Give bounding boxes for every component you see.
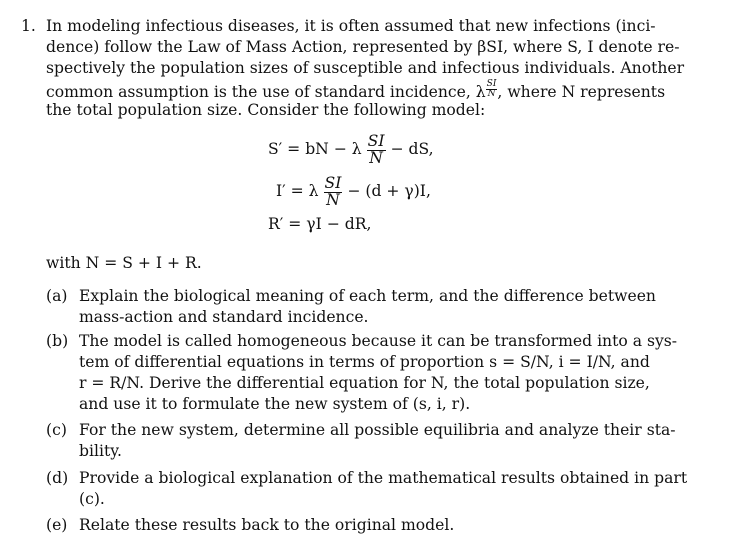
fraction-si-over-n [486,80,498,99]
fraction-denominator: N [324,192,343,209]
intro-line: common assumption is the use of standard incidence, λ $\frac{SI}{N}$ , where N represents [46,79,666,101]
part-line: Relate these results back to the original model. [79,516,455,534]
part-label: (e) [46,516,68,534]
fraction-si-over-n [324,176,343,208]
part-line: The model is called homogeneous because it can be transformed into a sys- [79,332,678,350]
part-line: Explain the biological meaning of each term, and the difference between [79,287,656,305]
intro-line: In modeling infectious diseases, it is often assumed that new infections (inci- [46,17,656,35]
part-label: (b) [46,332,69,350]
part-line: r = R/N. Derive the differential equation for N, the total population size, [79,374,650,392]
fraction-numerator: SI [367,132,385,150]
fraction-numerator: SI [486,79,497,89]
fraction-numerator: SI [324,174,342,192]
intro-line: dence) follow the Law of Mass Action, represented by βSI, where S, I denote re- [46,38,680,56]
part-line: bility. [79,442,122,460]
population-definition: with N = S + I + R. [46,254,202,272]
part-label: (d) [46,469,69,487]
fraction-denominator: N [487,89,496,99]
part-line: mass-action and standard incidence. [79,308,369,326]
part-label: (a) [46,287,68,305]
equation-s: S′ = bN − λ $\frac{SI}{N}$ − dS, [268,132,434,167]
equation-r: R′ = γI − dR, [268,215,372,233]
part-line: (c). [79,490,105,508]
part-line: and use it to formulate the new system of (s, i, r). [79,395,471,413]
equation-i: I′ = λ $\frac{SI}{N}$ − (d + γ)I, [276,174,431,209]
part-line: tem of differential equations in terms of proportion s = S/N, i = I/N, and [79,353,650,371]
problem-number: 1. [21,17,36,35]
fraction-si-over-n [367,134,386,166]
fraction-denominator: N [367,150,386,167]
part-line: Provide a biological explanation of the mathematical results obtained in part [79,469,688,487]
part-line: For the new system, determine all possible equilibria and analyze their sta- [79,421,676,439]
intro-line: spectively the population sizes of susceptible and infectious individuals. Another [46,59,685,77]
part-label: (c) [46,421,67,439]
intro-line: the total population size. Consider the following model: [46,101,486,119]
